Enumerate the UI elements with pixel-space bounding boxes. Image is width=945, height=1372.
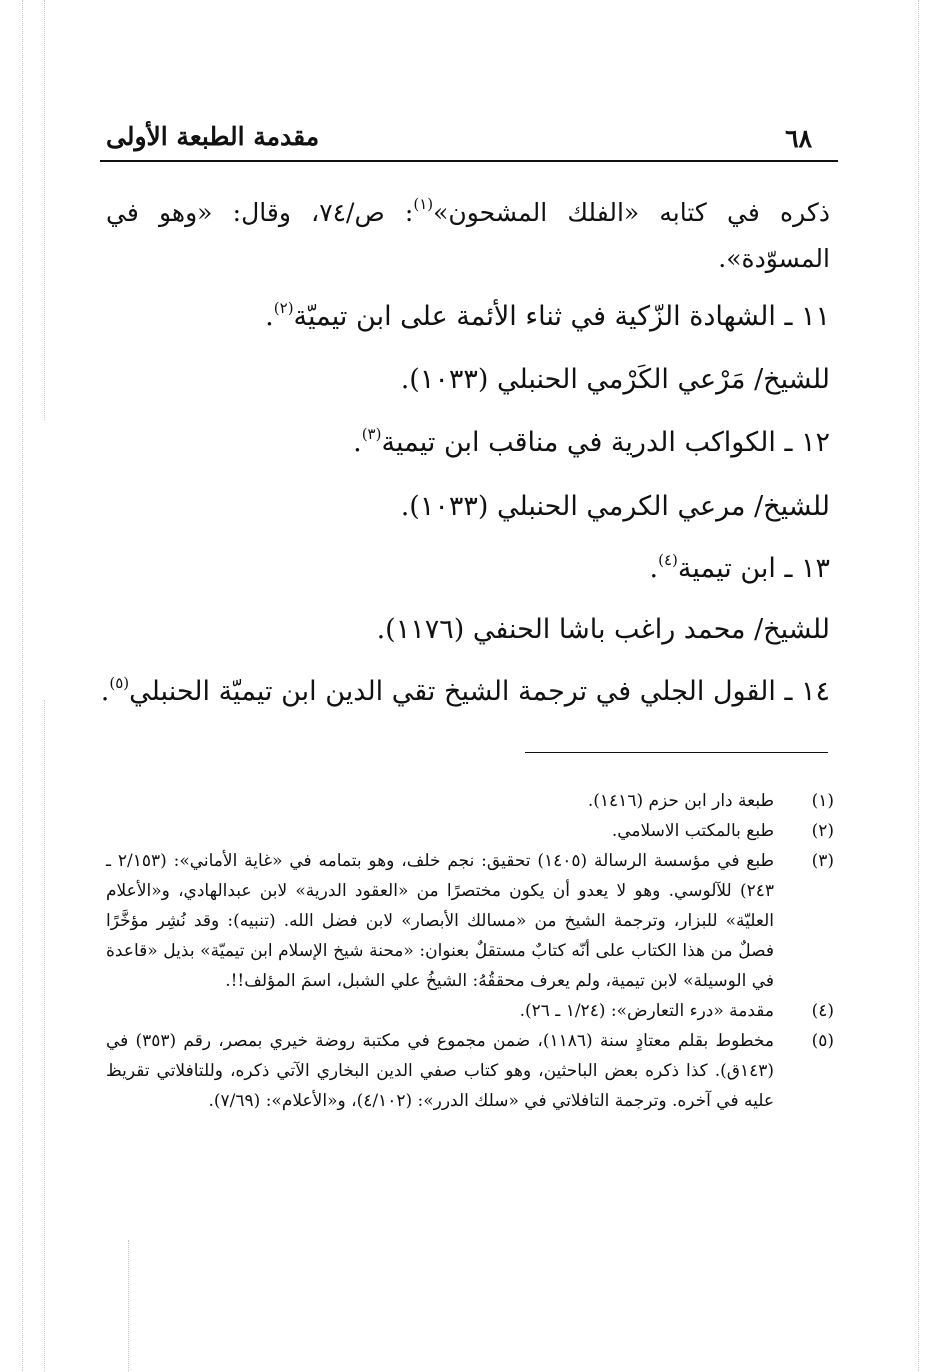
footnote-text: مقدمة «درء التعارض»: (١/٢٤ ـ ٢٦). — [519, 1001, 774, 1021]
footnote-text: مخطوط بقلم معتادٍ سنة (١١٨٦)، ضمن مجموع في مكتبة روضة خيري بمصر، رقم (٣٥٣) في (١٤٣ق). كذا ذكره بعض الباحثين، وهو كتاب صفي الدين البخاري الآتي ذكره، وللتافلاتي تقريظ عليه في آخره. وترجمة التافلاتي في «سلك الدرر»: (٤/١٠٢)، و«الأعلام»: (٧/٦٩). — [106, 1031, 774, 1111]
footnote-number: (٥) — [811, 1031, 834, 1051]
entry-text: ١١ ـ الشهادة الزّكية في ثناء الأئمة على ابن تيميّة — [293, 301, 830, 332]
intro-text-2: : ص/٧٤، وقال: «وهو في المسوّدة». — [106, 198, 830, 273]
footnote-ref-4: (٤) — [658, 551, 678, 569]
entry-text: للشيخ/ مَرْعي الكَرْمي الحنبلي (١٠٣٣). — [400, 364, 830, 395]
footnote-number: (٤) — [811, 1001, 834, 1021]
scan-mark-left — [22, 0, 23, 1372]
scan-mark-right — [918, 0, 919, 1372]
scan-mark-left-2 — [44, 0, 45, 420]
footnote-text: طبعة دار ابن حزم (١٤١٦). — [587, 791, 774, 811]
footnote — [106, 816, 834, 846]
page-number: ٦٨ — [785, 124, 812, 153]
header-rule — [100, 160, 838, 162]
footnote-text: طبع في مؤسسة الرسالة (١٤٠٥) تحقيق: نجم خلف، وهو بتمامه في «غاية الأماني»: (٢/١٥٣ ـ ٢٤٣) للآلوسي. وهو لا يعدو أن يكون مختصرًا من «العقود الدرية» لابن عبدالهادي، و«الأعلام العليّة» للبزار، وترجمة الشيخ من «مسالك الأبصار» لابن فضل الله. (تنبيه): وقد نُشِر مؤخَّرًا فصلٌ من هذا الكتاب على أنّه كتابٌ مستقلٌ بعنوان: «محنة شيخ الإسلام ابن تيميّة» بذيل «قاعدة في الوسيلة» لابن تيمية، ولم يعرف محققُهُ: الشيخُ علي الشبل، اسمَ المؤلف!!. — [106, 851, 775, 991]
entry-text: للشيخ/ مرعي الكرمي الحنبلي (١٠٣٣). — [400, 491, 830, 522]
entry-11-author — [110, 360, 830, 400]
footnote-ref-3: (٣) — [361, 425, 382, 443]
entry-end: . — [649, 553, 659, 584]
scan-mark-left-3 — [44, 700, 45, 1372]
running-title: مقدمة الطبعة الأولى — [106, 122, 320, 151]
footnote-ref-2: (٢) — [273, 299, 294, 317]
entry-13-author — [110, 610, 830, 650]
footnotes — [106, 786, 834, 1116]
entry-13-title — [110, 549, 830, 589]
intro-paragraph — [106, 190, 830, 282]
footnote-ref-1: (١) — [413, 195, 434, 213]
footnote-number: (١) — [811, 791, 834, 811]
footnote-text: طبع بالمكتب الاسلامي. — [611, 821, 774, 841]
footnote — [106, 786, 834, 816]
entry-text: ١٤ ـ القول الجلي في ترجمة الشيخ تقي الدين ابن تيميّة الحنبلي — [129, 676, 830, 707]
entry-text: ١٣ ـ ابن تيمية — [677, 553, 830, 584]
entry-end: . — [353, 427, 362, 458]
footnote-number: (٢) — [811, 821, 834, 841]
footnote-separator — [525, 752, 828, 753]
footnote — [106, 996, 834, 1026]
footnote — [106, 1026, 834, 1116]
entry-end: . — [100, 676, 110, 707]
intro-text-1: ذكره في كتابه «الفلك المشحون» — [433, 198, 830, 227]
footnote-number: (٣) — [811, 851, 834, 871]
entry-11-title — [110, 297, 830, 337]
scan-mark-bottom — [128, 1240, 129, 1372]
entry-text: ١٢ ـ الكواكب الدرية في مناقب ابن تيمية — [381, 427, 830, 458]
footnote-ref-5: (٥) — [109, 674, 130, 692]
entry-12-title — [110, 423, 830, 463]
footnote — [106, 846, 834, 996]
running-header — [100, 118, 840, 162]
entry-12-author — [110, 487, 830, 527]
entry-14-title — [100, 672, 830, 712]
entry-text: للشيخ/ محمد راغب باشا الحنفي (١١٧٦). — [376, 614, 830, 645]
entry-end: . — [265, 301, 274, 332]
